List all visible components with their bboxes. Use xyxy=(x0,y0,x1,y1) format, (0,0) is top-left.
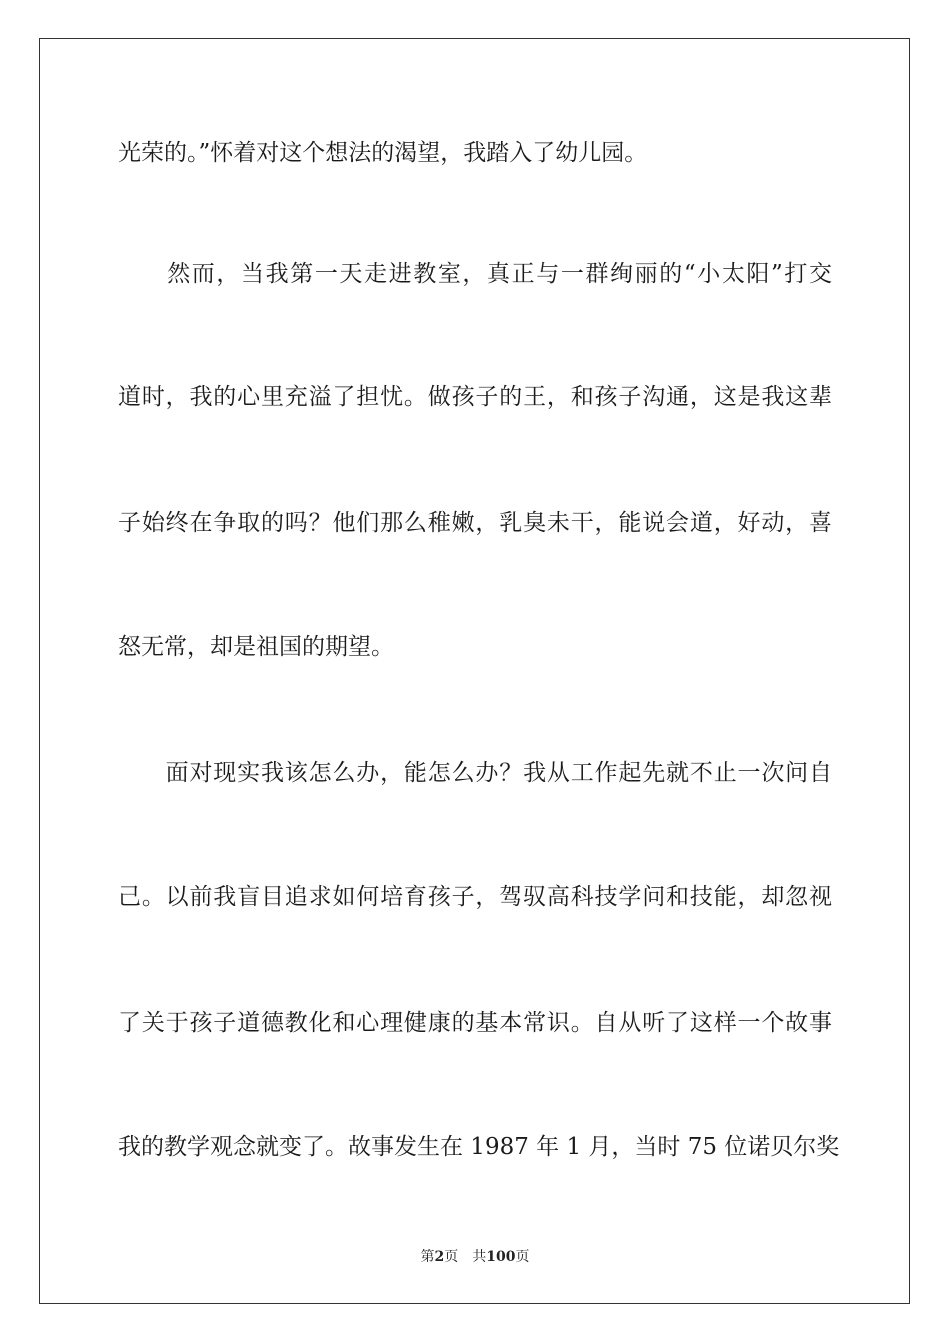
text-line-8: 了关于孩子道德教化和心理健康的基本常识。自从听了这样一个故事 xyxy=(118,1010,832,1036)
text-line-4: 子始终在争取的吗？他们那么稚嫩，乳臭未干，能说会道，好动，喜 xyxy=(118,510,832,536)
text-line-6: 面对现实我该怎么办，能怎么办？我从工作起先就不止一次问自 xyxy=(118,760,832,786)
text-line-1: 光荣的。”怀着对这个想法的渴望，我踏入了幼儿园。 xyxy=(118,140,648,166)
page-suffix: 页 xyxy=(444,1249,459,1265)
total-prefix: 共 xyxy=(472,1249,487,1265)
total-suffix: 页 xyxy=(515,1249,530,1265)
text-line-7: 己。以前我盲目追求如何培育孩子，驾驭高科技学问和技能，却忽视 xyxy=(118,884,832,910)
total-pages: 100 xyxy=(486,1249,516,1265)
text-line-2: 然而，当我第一天走进教室，真正与一群绚丽的“小太阳”打交 xyxy=(118,261,832,287)
text-line-3: 道时，我的心里充溢了担忧。做孩子的王，和孩子沟通，这是我这辈 xyxy=(118,384,832,410)
page-footer xyxy=(0,1247,950,1267)
page-number: 2 xyxy=(434,1249,445,1265)
text-line-9: 我的教学观念就变了。故事发生在 1987 年 1 月，当时 75 位诺贝尔奖 xyxy=(118,1134,840,1160)
text-line-5: 怒无常，却是祖国的期望。 xyxy=(118,634,394,660)
page-border xyxy=(39,38,910,1304)
page-prefix: 第 xyxy=(420,1249,435,1265)
